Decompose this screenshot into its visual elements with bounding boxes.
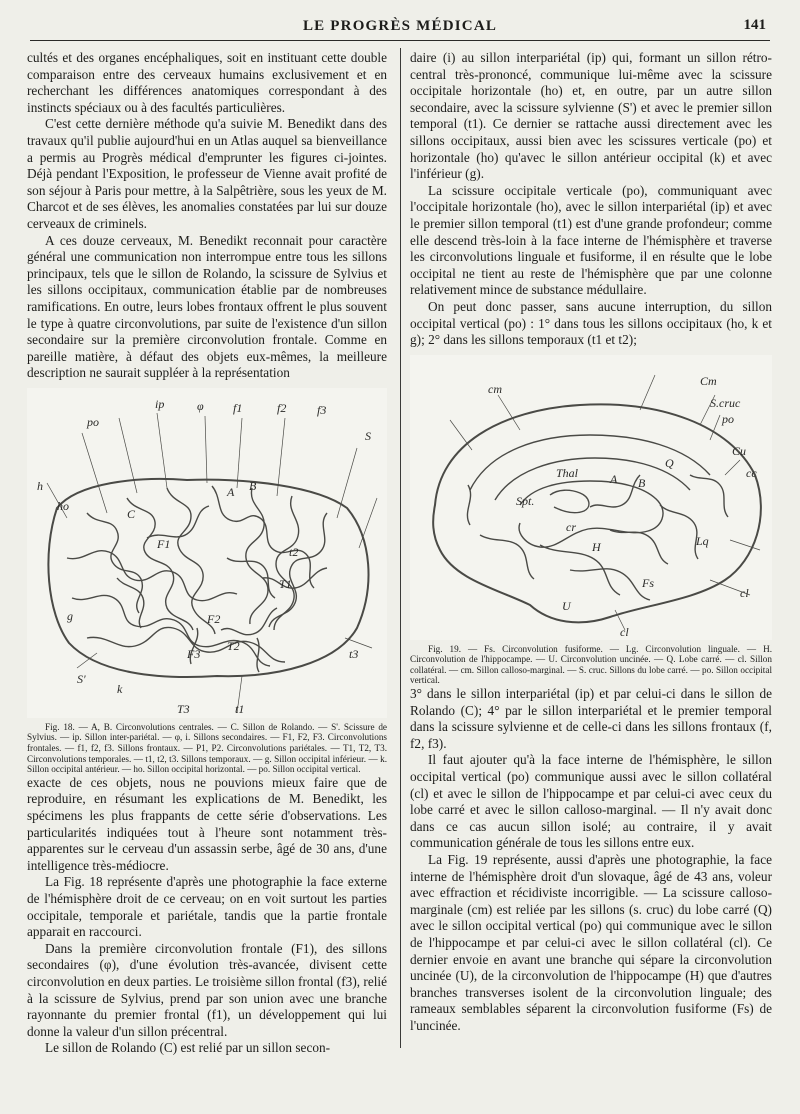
figure-19 bbox=[410, 355, 772, 640]
figure-18-label: F2 bbox=[207, 611, 221, 626]
paragraph: C'est cette dernière méthode qu'a suivie M. Benedikt dans des travaux qu'il publie aujourd'hui en un Atlas auquel sa bienveillance a permis au Progrès médical d'emprunter les figures ci-jointes. Déjà pendant l'Exposition, le professeur de Vienne avait profité de son séjour à Paris pour mettre, à la Salpêtrière, sous les yeux de M. Charcot et de ses élèves, les anomalies constatées par lui sur douze cerveaux de criminels. bbox=[27, 116, 387, 231]
figure-18-label: A bbox=[227, 484, 235, 499]
page-number: 141 bbox=[743, 17, 766, 33]
figure-19-label: A bbox=[610, 471, 618, 486]
figure-19-label: B bbox=[638, 475, 646, 490]
figure-19-label: po bbox=[722, 411, 734, 426]
paragraph: A ces douze cerveaux, M. Benedikt reconnait pour caractère général une communication non interrompue entre tous les sillons principaux, tels que le sillon de Rolando, la scissure de Sylvius et les sillons occipitaux, communication établie par de nombreuses ramifications. En outre, leurs lobes frontaux offrent le plus souvent le type à quatre circonvolutions, par suite de l'existence d'un sillon secondaire sur la première circonvolution frontale. Comme en pareille matière, à défaut des objets eux-mêmes, la meilleure description ne saurait suppléer à la représentation bbox=[27, 232, 387, 381]
figure-18-brain-lateral-drawing bbox=[27, 388, 387, 718]
figure-19-label: H bbox=[592, 539, 601, 554]
figure-19-label: cm bbox=[488, 381, 502, 396]
figure-19-label: Fs bbox=[642, 575, 654, 590]
figure-18-label: T2 bbox=[227, 638, 240, 653]
figure-19-label: S.cruc bbox=[710, 395, 741, 410]
paragraph: exacte de ces objets, nous ne pouvions mieux faire que de reproduire, en résumant les explications de M. Benedikt, les spécimens les plus frappants de cette série d'observations. Les particularités indiquées tout à l'heure sont notamment très-apparentes sur le cerveau d'un assassin serbe, âgé de 30 ans, d'une intelligence très-médiocre. bbox=[27, 774, 387, 873]
figure-18-label: t1 bbox=[235, 701, 245, 716]
figure-18-label: T1 bbox=[279, 576, 292, 591]
figure-18-label: g bbox=[67, 608, 73, 623]
rp2-paragraphs bbox=[410, 686, 772, 1034]
figure-19-label: U bbox=[562, 598, 571, 613]
paragraph: La Fig. 19 représente, aussi d'après une photographie, la face interne de l'hémisphère droit d'un slovaque, âgé de 43 ans, voleur avec effraction et récidiviste incorrigible. — La scissure calloso-marginale (cm) est reliée par les sillons (s. cruc) du lobe carré (Q) avec le sillon occipital vertical (po) qui communique avec le sillon de l'hippocampe et par celui-ci avec le sillon collatéral (cl). Ce dernier envoie en avant une branche qui sépare la circonvolution uncinée (U), de la circonvolution de l'hippocampe (H) que d'autres branches transverses isolent de la circonvolution linguale; des rameaux semblables séparent la circonvolution fusiforme (Fs) de l'uncinée. bbox=[410, 852, 772, 1033]
figure-19-label: Thal bbox=[556, 465, 579, 480]
figure-19-label: Spt. bbox=[516, 493, 535, 508]
figure-19-label: Cm bbox=[700, 373, 717, 388]
figure-18-label: po bbox=[87, 414, 99, 429]
figure-18-label: f3 bbox=[317, 402, 327, 417]
figure-18-label: ip bbox=[155, 396, 165, 411]
figure-18-label: T3 bbox=[177, 701, 190, 716]
figure-19-label: Lq bbox=[696, 533, 709, 548]
lp1-paragraphs bbox=[27, 50, 387, 382]
figure-18-label: B bbox=[249, 478, 257, 493]
figure-18-label: k bbox=[117, 681, 123, 696]
paragraph: Il faut ajouter qu'à la face interne de l'hémisphère, le sillon occipital vertical (po) communique aussi avec le sillon collatéral (cl) et avec le sillon de l'hippocampe et par celui-ci avec ceux du lobe carré et avec le sillon calloso-marginal. — Il n'y avait donc dans ce cas aucun sillon isolé; au contraire, il y avait communication générale de tous les sillons entre eux. bbox=[410, 752, 772, 851]
paragraph: daire (i) au sillon interpariétal (ip) qui, formant un sillon rétro-central très-prononcé, communique lui-même avec la scissure occipitale horizontale (ho) et, en outre, par un autre sillon secondaire, avec la scissure sylvienne (S') et avec le premier sillon temporal (t1). Ce dernier se rattache aussi directement avec les sillons occipitaux, aussi bien avec les scissures verticale (po) et horizontale (ho) qu'avec le sillon antérieur occipital (k) et avec l'inférieur (g). bbox=[410, 50, 772, 182]
figure-19-label: cc bbox=[746, 465, 757, 480]
left-column bbox=[27, 50, 387, 1057]
figure-18-label: S bbox=[365, 428, 371, 443]
paragraph: cultés et des organes encéphaliques, soit en instituant cette double comparaison entre des cerveaux humains exclusivement et en recherchant les différences anatomiques correspondant à des instincts spéciaux ou à des facultés particulières. bbox=[27, 50, 387, 115]
figure-18-label: φ bbox=[197, 398, 204, 413]
right-column bbox=[410, 50, 772, 1035]
rp1-paragraphs bbox=[410, 50, 772, 349]
paragraph: La scissure occipitale verticale (po), communiquant avec l'occipitale horizontale (ho), avec le sillon interpariétal (ip) et avec le premier sillon temporal (t1) est d'une grande profondeur; comme elle descend très-loin à la face interne de l'hémisphère et traverse les circonvolutions linguale et fusiforme, il en résulte que le lobe occipital ne tient au reste de l'hémisphère que par une colonne relativement mince de substance médullaire. bbox=[410, 182, 772, 298]
figure-18-caption: Fig. 18. — A, B. Circonvolutions centrales. — C. Sillon de Rolando. — S'. Scissure de Sylvius. — ip. Sillon inter-pariétal. — φ, i. Sillons secondaires. — F1, F2, F3. Circonvolutions frontales. — f1, f2, f3. Sillons frontaux. — P1, P2. Circonvolutions pariétales. — T1, T2, T3. Circonvolutions temporales. — t1, t2, t3. Sillons temporaux. — g. Sillon occipital inférieur. — k. Sillon occipital antérieur. — ho. Sillon occipital horizontal. — po. Sillon occipital vertical. bbox=[27, 721, 387, 775]
figure-19-label: cr bbox=[566, 519, 576, 534]
figure-18 bbox=[27, 388, 387, 718]
figure-18-label: F1 bbox=[157, 536, 171, 551]
figure-18-label: ho bbox=[57, 498, 69, 513]
figure-19-label: cl bbox=[620, 624, 629, 639]
paragraph: La Fig. 18 représente d'après une photographie la face externe de l'hémisphère droit de ce cerveau; on en voit surtout les parties occipitale, temporale et pariétale, tandis que la partie frontale apparait en raccourci. bbox=[27, 874, 387, 940]
journal-title: LE PROGRÈS MÉDICAL bbox=[302, 18, 498, 34]
figure-18-label: h bbox=[37, 478, 43, 493]
figure-18-label: f2 bbox=[277, 400, 287, 415]
figure-19-label: Q bbox=[665, 455, 674, 470]
figure-19-label: cl bbox=[740, 585, 749, 600]
figure-18-label: F3 bbox=[187, 646, 201, 661]
figure-18-label: C bbox=[127, 506, 136, 521]
figure-18-label: f1 bbox=[233, 400, 243, 415]
figure-18-label: S' bbox=[77, 671, 86, 686]
figure-19-label: Cu bbox=[732, 443, 747, 458]
figure-19-caption: Fig. 19. — Fs. Circonvolution fusiforme. — Lg. Circonvolution linguale. — H. Circonvolution de l'hippocampe. — U. Circonvolution uncinée. — Q. Lobe carré. — cl. Sillon collatéral. — cm. Sillon calloso-marginal. — S. cruc. Sillons du lobe carré. — po. Sillon occipital vertical. bbox=[410, 643, 772, 686]
figure-18-label: t3 bbox=[349, 646, 359, 661]
paragraph: Le sillon de Rolando (C) est relié par un sillon secon- bbox=[45, 1040, 331, 1056]
figure-19-brain-medial-drawing bbox=[410, 355, 772, 640]
paragraph: Dans la première circonvolution frontale (F1), des sillons secondaires (φ), d'une évolution très-avancée, divisent cette circonvolution en deux parties. Le troisième sillon frontal (f3), relié à la scissure de Sylvius, prend par son union avec une branche rayonnante du premier frontal (f1), un développement qui lui donne la valeur d'un sillon précentral. bbox=[27, 940, 388, 1039]
paragraph: 3° dans le sillon interpariétal (ip) et par celui-ci dans le sillon de Rolando (C); 4° par le sillon interpariétal et le premier temporal dans la scissure sylvienne et de celle-ci dans les sillons frontaux (f, f2, f3). bbox=[410, 686, 772, 751]
lp2-paragraphs bbox=[27, 775, 387, 1057]
column-divider bbox=[400, 48, 401, 1048]
page-header bbox=[30, 12, 770, 41]
paragraph: On peut donc passer, sans aucune interruption, du sillon occipital vertical (po) : 1° dans tous les sillons occipitaux (ho, k et g); 2° dans les sillons temporaux (t1 et t2); bbox=[410, 298, 772, 348]
figure-18-label: t2 bbox=[289, 544, 299, 559]
